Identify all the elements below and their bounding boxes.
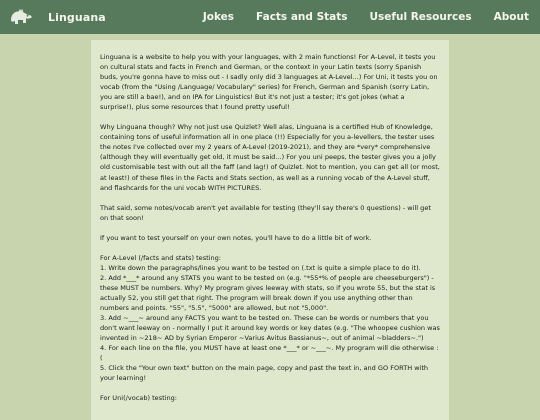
alevel-step: 3. Add ~___~ around any FACTS you want to be tested on. These can be words or numbers that you don't want leeway on - normally I put it around key words or key dates (e.g. "The whoopee cushion was invented in ~218~ AD by Syrian Emperor ~Varius Avitus Bassianus~, out of animal ~bladders~.") xyxy=(100,314,440,343)
nav-about[interactable]: About xyxy=(493,11,529,23)
nav-jokes[interactable]: Jokes xyxy=(202,11,235,23)
alevel-step: 1. Write down the paragraphs/lines you want to be tested on (.txt is quite a simple place to do it). xyxy=(100,263,421,272)
uni-heading: For Uni(/vocab) testing: xyxy=(100,394,178,403)
intro-paragraph: Linguana is a website to help you with your languages, with 2 main functions! For A-Level, it tests you on cultural stats and facts in French and German, or the context in your Latin texts (sorry Spanish buds, you're gonna have to miss out - I sadly only did 3 languages at A-Level...) For Uni, it tests you on vocab (from the "Using /Language/ Vocabulary" series) for French, German and Spanish (sorry Latin, you are still a bae!), and on IPA for Linguistics! But it's not just a tester; it's got jokes (what a surprise!), plus some resources that I found pretty useful! xyxy=(100,53,438,112)
why-paragraph: Why Linguana though? Why not just use Quizlet? Well alas, Linguana is a certified Hub of Knowledge, containing tons of useful information all in one place (!!) Especially for you a-levellers, the tester uses the notes I've collected over my 2 years of A-Level (2019-2021), and they are *very* comprehensive (although they will eventually get old, it must be said...) For you uni peeps, the tester gives you a jolly old customisable test with out all the faff (and lag!) of Quizlet. Not to mention, you can get all (or most, at least!) of these files in the Facts and Stats section, as well as a running vocab of the A-Level stuff, and flashcards for the uni vocab WITH PICTURES. xyxy=(100,123,440,192)
alevel-step: 2. Add *___* around any STATS you want to be tested on (e.g. "*55*% of people are cheeseburgers") - these MUST be numbers. Why? My program gives leeway with stats, so if you wrote 55, but the stat is actually 52, you still get that right. The program will break down if you use anything other than numbers and points. "55", "5.5", "5000" are allowed, but not "5,000". xyxy=(100,273,436,312)
top-navbar xyxy=(0,0,540,34)
nav-links xyxy=(192,0,540,34)
brand-title[interactable]: Linguana xyxy=(48,10,106,24)
alevel-step: 5. Click the "Your own text" button on the main page, copy and past the text in, and GO FORTH with your learning! xyxy=(100,364,429,383)
alevel-heading: For A-Level (/facts and stats) testing: xyxy=(100,253,222,262)
nav-useful-resources[interactable]: Useful Resources xyxy=(369,11,472,23)
nav-facts-and-stats[interactable]: Facts and Stats xyxy=(256,11,348,23)
iguana-icon[interactable] xyxy=(8,4,34,30)
alevel-step: 4. For each line on the file, you MUST have at least one *___* or ~___~. My program will die otherwise :( xyxy=(100,344,439,363)
own-notes-paragraph: If you want to test yourself on your own notes, you'll have to do a little bit of work. xyxy=(100,233,372,242)
main-content xyxy=(91,40,449,420)
notice-paragraph: That said, some notes/vocab aren't yet available for testing (they'll say there's 0 questions) - will get on that soon! xyxy=(100,203,431,222)
